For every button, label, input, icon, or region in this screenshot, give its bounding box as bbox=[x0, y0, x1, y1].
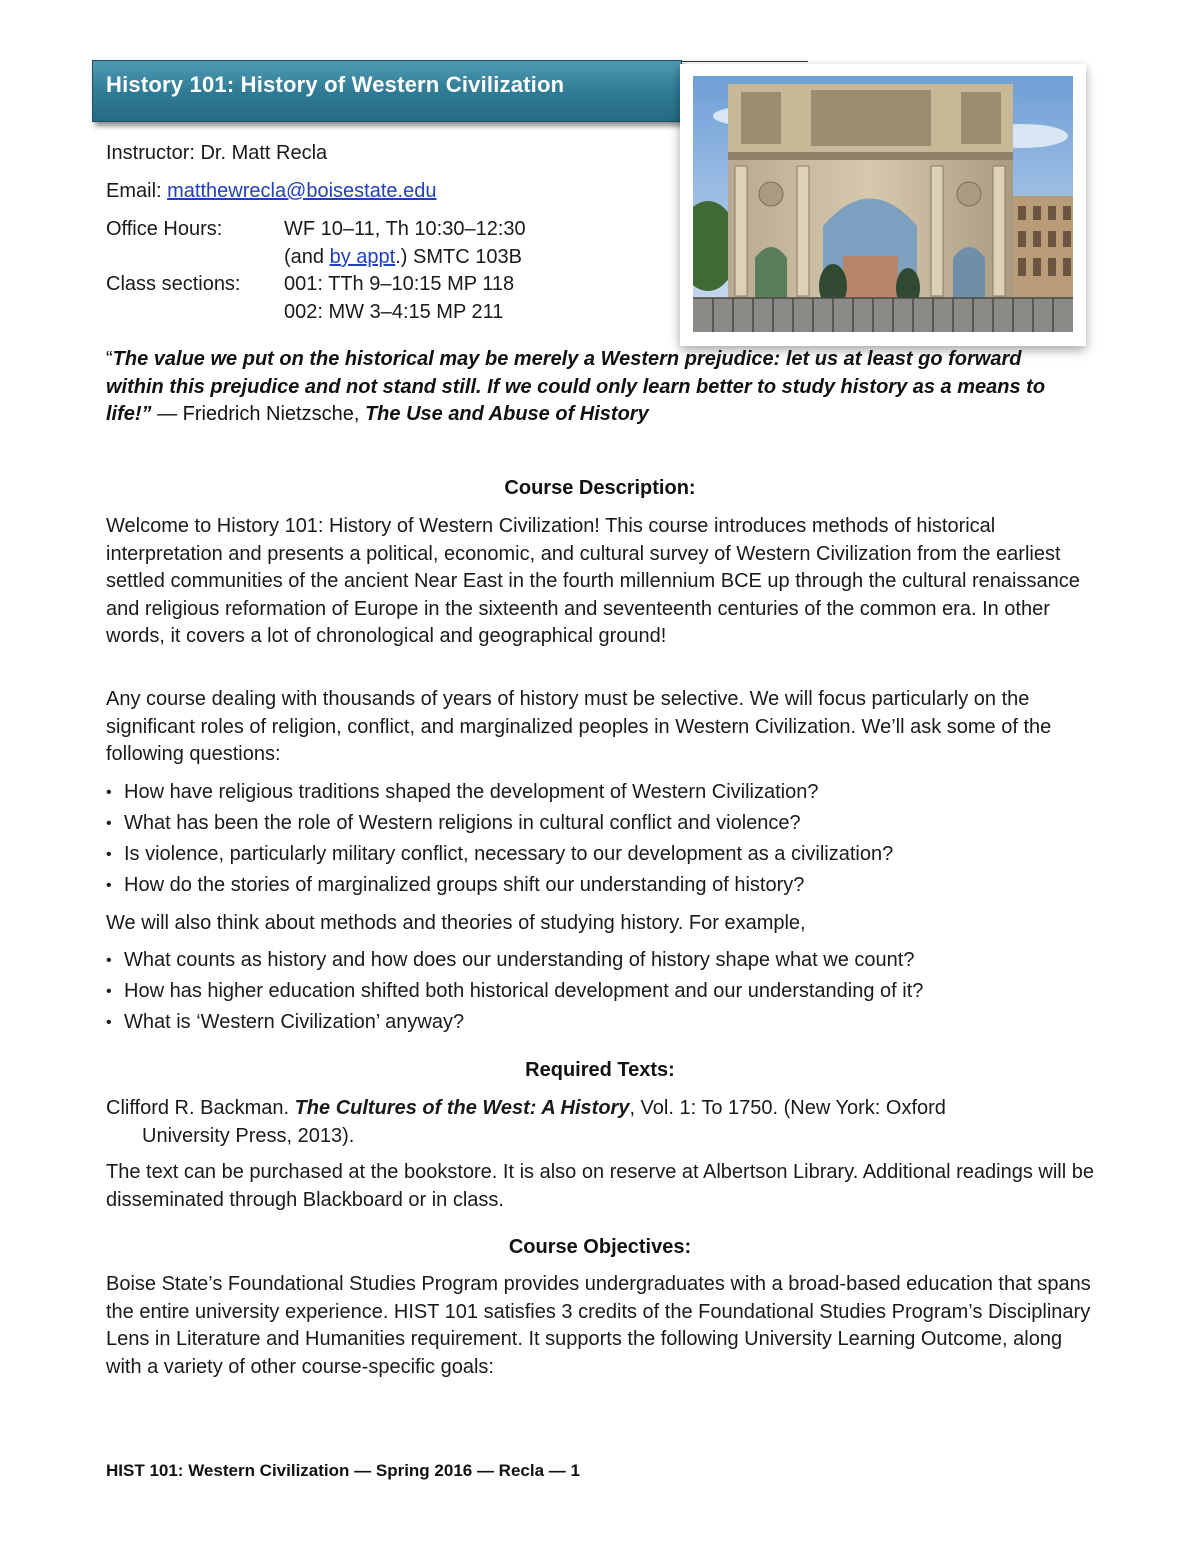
course-description-para-3: We will also think about methods and theories of studying history. For example, bbox=[106, 912, 806, 934]
course-objectives-para: Boise State’s Foundational Studies Program provides undergraduates with a broad-based education that spans the entire university experience. HIST 101 satisfies 3 credits of the Foundational Studies Program’s Disciplinary Lens in Literature and Humanities requirement. It supports the following University Learning Outcome, along with a variety of other course-specific goals: bbox=[106, 1273, 1091, 1378]
quote-source: The Use and Abuse of History bbox=[364, 403, 649, 425]
course-description-para-1: Welcome to History 101: History of Western Civilization! This course introduces methods of historical interpretation and presents a political, economic, and cultural survey of Western Civilization from the earliest settled communities of the ancient Near East in the fourth millennium BCE up through the cultural renaissance and religious reformation of Europe in the sixteenth and seventeenth centuries of the common era. In other words, it covers a lot of chronological and geographical ground! bbox=[106, 515, 1080, 647]
section-001: 001: TTh 9–10:15 MP 118 bbox=[284, 273, 515, 295]
page-title: History 101: History of Western Civilization bbox=[106, 72, 565, 97]
questions-list bbox=[106, 779, 1096, 903]
list-item: • What counts as history and how does our understanding of history shape what we count? bbox=[106, 947, 1096, 978]
class-sections-label: Class sections: bbox=[106, 273, 241, 295]
office-hours-value-2: (and by appt.) SMTC 103B bbox=[284, 246, 522, 268]
section-002: 002: MW 3–4:15 MP 211 bbox=[284, 301, 504, 323]
office-hours-value-1: WF 10–11, Th 10:30–12:30 bbox=[284, 218, 526, 240]
citation-title: The Cultures of the West: A History bbox=[294, 1097, 630, 1119]
course-description-para-2: Any course dealing with thousands of years of history must be selective. We will focus particularly on the significant roles of religion, conflict, and marginalized peoples in Western Civilization. We’ll ask some of the following questions: bbox=[106, 688, 1052, 765]
list-item: • How do the stories of marginalized groups shift our understanding of history? bbox=[106, 872, 1096, 903]
list-item: • Is violence, particularly military conflict, necessary to our development as a civilization? bbox=[106, 841, 1096, 872]
required-texts-note: The text can be purchased at the bookstore. It is also on reserve at Albertson Library. Additional readings will be disseminated through Blackboard or in class. bbox=[106, 1161, 1094, 1211]
list-item: • How has higher education shifted both historical development and our understanding of it? bbox=[106, 978, 1096, 1009]
email-link[interactable]: matthewrecla@boisestate.edu bbox=[167, 180, 437, 202]
by-appt-link[interactable]: by appt bbox=[329, 246, 396, 268]
list-item: • How have religious traditions shaped the development of Western Civilization? bbox=[106, 779, 1096, 810]
arch-of-constantine-photo bbox=[693, 76, 1073, 332]
method-questions-list bbox=[106, 947, 1096, 1040]
course-objectives-heading: Course Objectives: bbox=[508, 1236, 692, 1258]
list-item: • What is ‘Western Civilization’ anyway? bbox=[106, 1009, 1096, 1040]
citation-author: Clifford R. Backman. bbox=[106, 1097, 295, 1119]
office-hours-label: Office Hours: bbox=[106, 218, 223, 240]
email-line bbox=[106, 180, 436, 203]
instructor-line: Instructor: Dr. Matt Recla bbox=[106, 142, 328, 164]
quote-attribution: — Friedrich Nietzsche, bbox=[151, 403, 365, 425]
quote-text: The value we put on the historical may be merely a Western prejudice: let us at least go forward within this prejudice and not stand still. If we could only learn better to study history as a means to life!” bbox=[106, 348, 1046, 425]
citation-details: , Vol. 1: To 1750. (New York: Oxford bbox=[629, 1097, 946, 1119]
required-texts-heading: Required Texts: bbox=[525, 1059, 675, 1081]
email-label: Email: bbox=[106, 180, 168, 202]
page-footer: HIST 101: Western Civilization — Spring 2016 — Recla — 1 bbox=[106, 1461, 580, 1480]
course-description-heading: Course Description: bbox=[504, 477, 696, 499]
arch-photo-frame bbox=[680, 64, 1086, 346]
nietzsche-quote: “The value we put on the historical may be merely a Western prejudice: let us at least go forward within this prejudice and not stand still. If we could only learn better to study history as a means to life!” — Friedrich Nietzsche, The Use and Abuse of History bbox=[106, 348, 1046, 425]
textbook-citation bbox=[106, 1094, 1096, 1150]
list-item: • What has been the role of Western religions in cultural conflict and violence? bbox=[106, 810, 1096, 841]
citation-details-2: University Press, 2013). bbox=[142, 1125, 355, 1147]
